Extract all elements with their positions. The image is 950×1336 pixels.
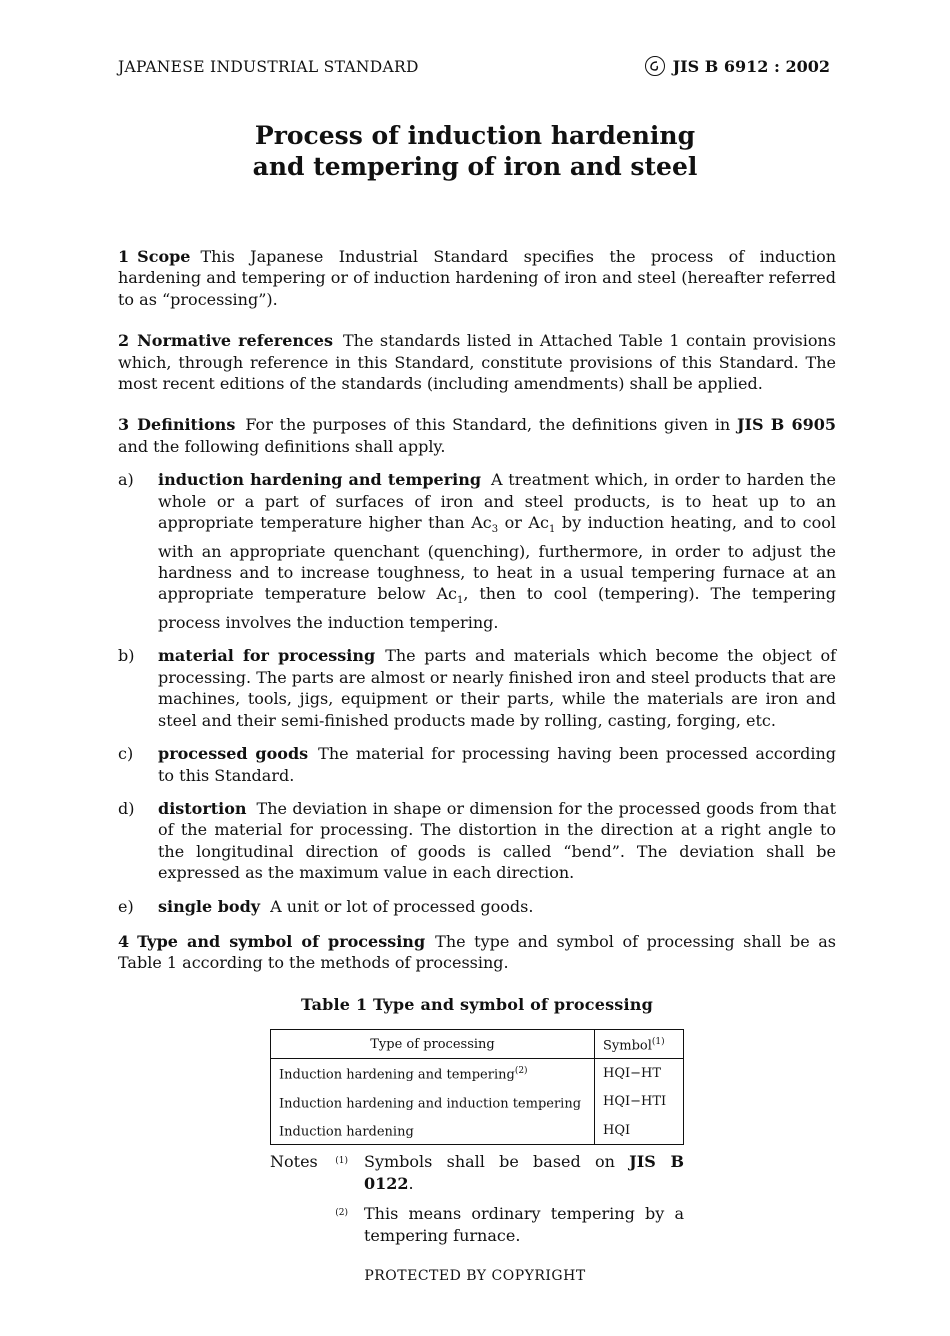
cell-symbol: HQI−HT [595, 1059, 684, 1088]
cell-symbol: HQI [595, 1116, 684, 1145]
definition-label: c) [118, 744, 134, 764]
header-standard [645, 56, 830, 76]
section-text: This Japanese Industrial Standard specifies the process of induction hardening and tempering or of induction hardening of iron and steel (hereafter referred to as “processing”). [118, 247, 836, 309]
cell-type-text: Induction hardening and induction tempering [279, 1096, 582, 1112]
note-label [270, 1203, 364, 1246]
cell-type [271, 1088, 595, 1116]
column-header-type: Type of processing [271, 1030, 595, 1059]
section-number: 1 [118, 247, 130, 266]
cell-type-text: Induction hardening and tempering [279, 1067, 515, 1083]
definition-item-e [118, 896, 836, 917]
title-line-2: and tempering of iron and steel [252, 152, 698, 181]
notes-heading: Notes [270, 1152, 318, 1172]
reference-jis-b-0122: JIS B 0122 [364, 1152, 684, 1193]
definition-label: a) [118, 470, 134, 490]
subscript: 3 [491, 524, 499, 536]
definition-text: The deviation in shape or dimension for the processed goods from that of the material for processing. The distortion in the direction at a right angle to the longitudinal direction of goods is called “bend”. The deviation shall be expressed as the maximum value in each direction. [158, 798, 836, 883]
definition-list [118, 469, 836, 917]
definition-text: A treatment which, in order to harden the whole or a part of surfaces of iron and steel products, is to heat up to an appropriate temperature higher than Ac [158, 470, 837, 533]
reference-jis-b-6905: JIS B 6905 [736, 415, 836, 435]
note-text-pre: Symbols shall be based on [364, 1152, 615, 1172]
definition-body [158, 798, 836, 884]
definition-term: material for processing [158, 646, 376, 666]
definition-term: distortion [158, 798, 247, 818]
definition-text: A unit or lot of processed goods. [270, 896, 534, 916]
note-2 [270, 1203, 836, 1246]
section-text: The standards listed in Attached Table 1 contain provisions which, through reference in this Standard, constitute provisions of this Standard. The most recent editions of the standards (including amendments) shall be applied. [118, 331, 837, 394]
section-number: 3 [118, 415, 130, 435]
footnote-marker: (2) [514, 1066, 528, 1077]
table-wrapper [118, 1029, 836, 1145]
column-header-symbol-label: Symbol [603, 1038, 652, 1054]
definition-body [158, 645, 836, 731]
column-header-symbol [595, 1030, 684, 1059]
table-row [271, 1116, 684, 1145]
jis-mark-icon [645, 56, 665, 76]
subscript: 1 [456, 595, 464, 607]
section-text: For the purposes of this Standard, the definitions given in [245, 415, 731, 435]
definition-term: induction hardening and tempering [158, 470, 482, 490]
table-row [271, 1059, 684, 1088]
section-scope [118, 246, 836, 310]
table-header-row [271, 1030, 684, 1059]
definition-item-c [118, 743, 836, 786]
section-heading: Type and symbol of processing [137, 931, 426, 951]
section-heading: Definitions [137, 415, 236, 435]
section-text-post: and the following definitions shall apply. [118, 436, 446, 456]
subscript: 1 [548, 524, 556, 536]
definition-body [158, 743, 836, 786]
title-line-1: Process of induction hardening [254, 121, 696, 150]
definition-text: The parts and materials which become the object of processing. The parts are almost or nearly finished iron and steel products that are machines, tools, jigs, equipment or their parts, while the materials are iron and steel and their semi-finished products made by rolling, casting, forging, etc. [158, 646, 837, 730]
definition-body [158, 469, 836, 633]
section-definitions [118, 414, 836, 457]
definition-label: e) [118, 896, 134, 916]
note-1 [270, 1151, 836, 1194]
header-org: JAPANESE INDUSTRIAL STANDARD [118, 58, 419, 76]
section-type-and-symbol [118, 931, 836, 974]
cell-symbol: HQI−HTI [595, 1088, 684, 1116]
definition-label: b) [118, 646, 135, 666]
footnote-marker: (1) [651, 1037, 665, 1048]
definition-text: , then to cool (tempering). The tempering process involves the induction tempering. [158, 584, 837, 633]
cell-type-text: Induction hardening [279, 1124, 414, 1140]
document-body [118, 246, 836, 1255]
table-caption: Table 1 Type and symbol of processing [301, 994, 653, 1014]
definition-item-b [118, 645, 836, 731]
definition-label: d) [118, 798, 135, 818]
section-number: 2 [118, 331, 130, 351]
definition-term: single body [158, 896, 261, 916]
definition-item-a [118, 469, 836, 633]
section-number: 4 [118, 931, 130, 951]
note-text [364, 1151, 684, 1194]
cell-type [271, 1116, 595, 1145]
definition-term: processed goods [158, 744, 309, 764]
standard-id: JIS B 6912 : 2002 [672, 56, 830, 76]
footer-copyright: PROTECTED BY COPYRIGHT [364, 1268, 586, 1284]
definition-item-d [118, 798, 836, 884]
section-normative-references [118, 330, 836, 394]
cell-type [271, 1059, 595, 1088]
note-text-post: . [408, 1173, 414, 1193]
note-text: This means ordinary tempering by a tempering furnace. [364, 1204, 684, 1245]
table-row [271, 1088, 684, 1116]
section-heading: Normative references [137, 331, 333, 351]
document-title [0, 120, 950, 182]
definition-text: or Ac [498, 513, 549, 533]
definition-body [158, 896, 836, 917]
definition-text: The material for processing having been processed according to this Standard. [158, 744, 837, 785]
table-notes [270, 1151, 836, 1246]
processing-type-table [270, 1029, 684, 1145]
section-heading: Scope [137, 247, 191, 266]
section-text: The type and symbol of processing shall be as Table 1 according to the methods of processing. [118, 931, 837, 973]
note-marker: (2) [335, 1208, 348, 1219]
definition-text: by induction heating, and to cool with an appropriate quenchant (quenching), furthermore, in order to adjust the hardness and to increase toughness, to heat in a usual tempering furnace at an appropriate temperature below Ac [158, 513, 837, 604]
note-marker: (1) [335, 1156, 348, 1167]
note-label [270, 1151, 364, 1194]
